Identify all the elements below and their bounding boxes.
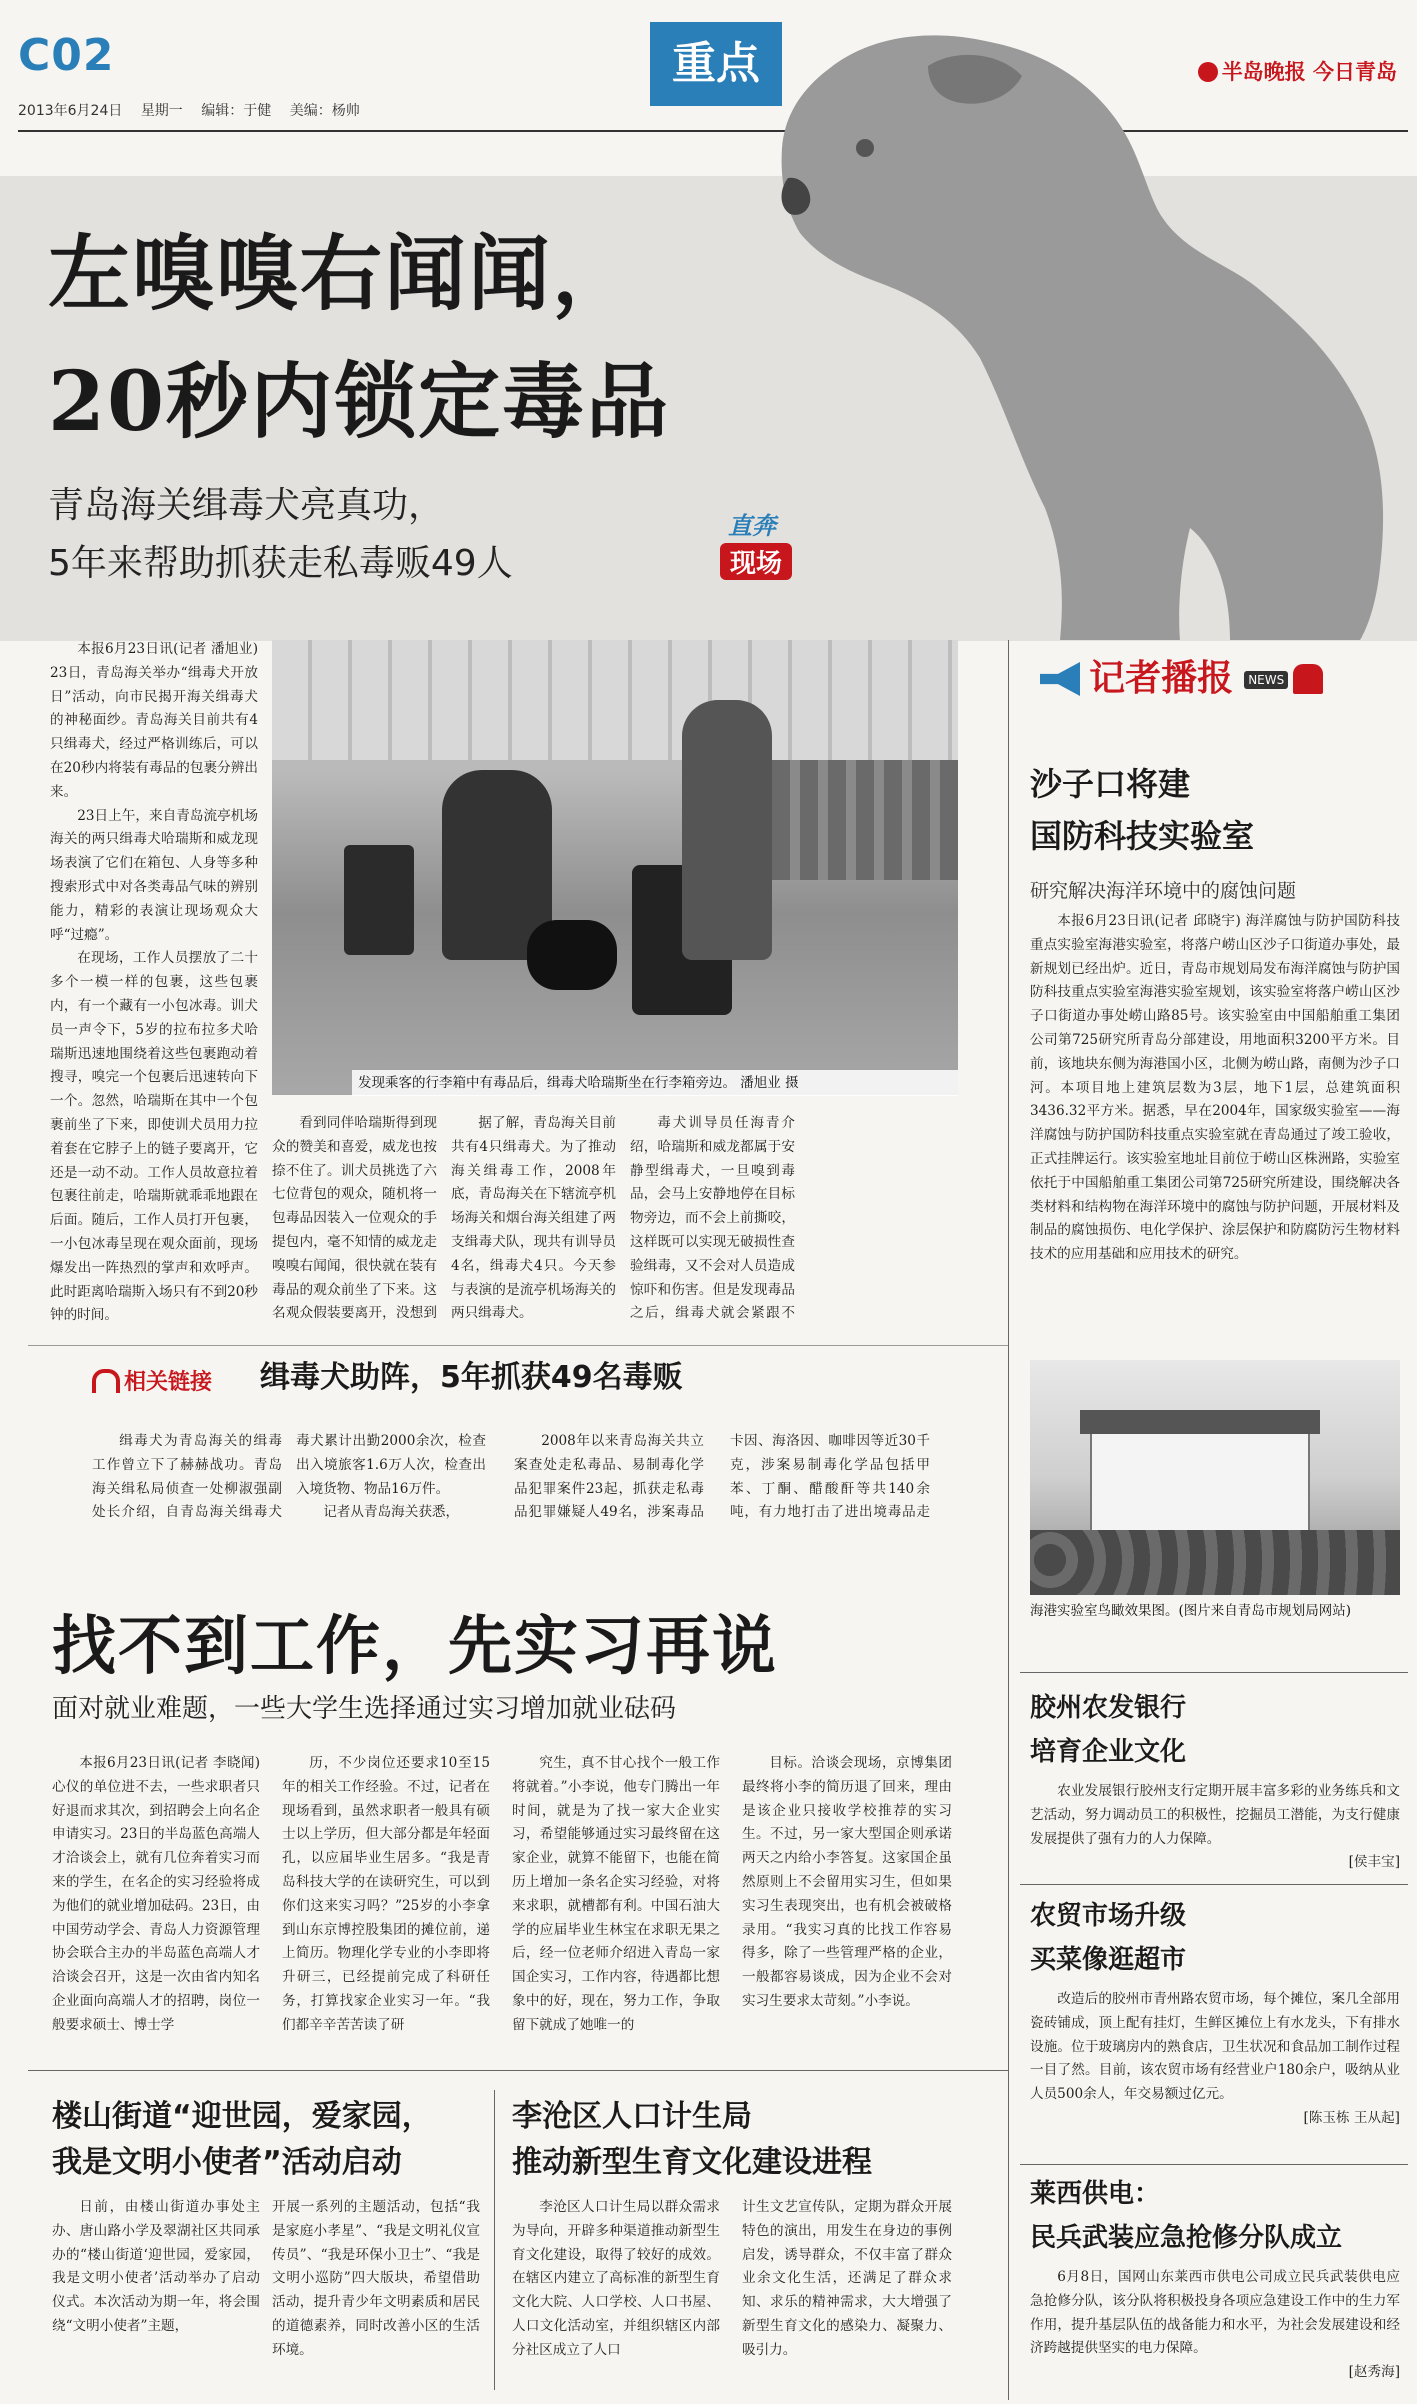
related-col1: 缉毒犬为青岛海关的缉毒工作曾立下了赫赫战功。青岛海关缉私局侦查一处柳淑强副处长介绍，自青岛海关缉毒犬 [92, 1433, 282, 1520]
hero-subtitle: 青岛海关缉毒犬亮真功， 5年来帮助抓获走私毒贩49人 [48, 485, 513, 584]
job-subtitle: 面对就业难题，一些大学生选择通过实习增加就业砝码 [52, 1694, 677, 1724]
link-icon [92, 1369, 120, 1393]
sidebar-header: 记者播报 $^{NEWS}$ [1040, 650, 1370, 720]
main-photo-caption: 发现乘客的行李箱中有毒品后，缉毒犬哈瑞斯坐在行李箱旁边。 潘旭业 摄 [352, 1070, 958, 1096]
sidebar-story4-text: 6月8日，国网山东莱西市供电公司成立民兵武装供电应急抢修分队，该分队将积极投身各项应急建设工作中的生力军作用，提升基层队伍的战备能力和水平，为社会发展建设和经济跨越提供坚实的电力保障。 [赵秀海] [1030, 2269, 1400, 2381]
sidebar-story2-title: 胶州农发银行 培育企业文化 [1030, 1693, 1187, 1767]
page-code: C02 [18, 30, 115, 81]
main-photo [272, 640, 958, 1095]
main-story-col4: 毒犬训导员任海青介绍，哈瑞斯和威龙都属于安静型缉毒犬，一旦嗅到毒品，会马上安静地停在目标物旁边，而不会上前撕咬，这样既可以实现无破损性查验缉毒，又不会对人员造成惊吓和伤害。但是发现毒品之后，缉毒犬就会紧跟不 [630, 1115, 795, 1322]
page-date: 2013年6月24日 [18, 103, 123, 119]
mailbox-icon [1293, 664, 1323, 694]
sidebar-story1-text: 本报6月23日讯(记者 邱晓宇) 海洋腐蚀与防护国防科技重点实验室海港实验室，将落户崂山区沙子口街道办事处，最新规划已经出炉。近日，青岛市规划局发布海洋腐蚀与防护国防科技重点实验室海港实验室规划，该实验室将落户崂山区沙子口街道办事处崂山路85号。该实验室由中国船舶重工集团公司第725研究所青岛分部建设，用地面积3200平方米。目前，该地块东侧为海港国小区，北侧为崂山路，南侧为沙子口河。本项目地上建筑层数为3层，地下1层，总建筑面积3436.32平方米。据悉，早在2004年，国家级实验室——海洋腐蚀与防护国防科技重点实验室就在青岛通过了竣工验收，正式挂牌运行。该实验室地址目前位于崂山区株洲路，实验室依托于中国船舶重工集团公司第725研究所建设，围绕解决各类材料和结构物在海洋环境中的腐蚀与防护问题，开展材料及制品的腐蚀损伤、电化学保护、涂层保护和防腐防污生物材料技术的应用基础和应用技术的研究。 [1030, 913, 1400, 1263]
sidebar-story4-title: 莱西供电： 民兵武装应急抢修分队成立 [1030, 2179, 1343, 2253]
sidebar-story2-text: 农业发展银行胶州支行定期开展丰富多彩的业务练兵和文艺活动，努力调动员工的积极性，挖掘员工潜能，为支行健康发展提供了强有力的人力保障。 [侯丰宝] [1030, 1783, 1400, 1871]
sidebar-story3-text: 改造后的胶州市青州路农贸市场，每个摊位，案几全部用瓷砖铺成，顶上配有挂灯，生鲜区摊位上有水龙头，下有排水设施。位于玻璃房内的熟食店，卫生状况和食品加工制作过程一目了然。目前，该农贸市场有经营业户180余户，吸纳从业人员500余人，年交易额过亿元。 [陈玉栋 王从起] [1030, 1991, 1400, 2126]
megaphone-icon [1040, 662, 1080, 696]
lab-trees [1030, 1530, 1400, 1595]
bottom-mid-col2: 计生文艺宣传队，定期为群众开展特色的演出，用发生在身边的事例启发，诱导群众，不仅丰富了群众业余文化生活，还满足了群众求知、求乐的精神需求，大大增强了新型生育文化的感染力、凝聚力、吸引力。 [742, 2199, 952, 2358]
live-badge: 直奔 现场 [720, 506, 860, 588]
sidebar-story1-title: 沙子口将建 国防科技实验室 [1030, 765, 1255, 855]
related-title: 缉毒犬助阵，5年抓获49名毒贩 [260, 1360, 683, 1395]
photo-crowd [772, 760, 958, 880]
page-meta [18, 100, 374, 120]
page-weekday: 星期一 [140, 103, 183, 119]
main-story-col1: 本报6月23日讯(记者 潘旭业) 23日，青岛海关举办“缉毒犬开放日”活动，向市民揭开海关缉毒犬的神秘面纱。青岛海关目前共有4只缉毒犬，经过严格训练后，可以在20秒内将装有毒品的包裹分辨出来。 23日上午，来自青岛流亭机场海关的两只缉毒犬哈瑞斯和威龙现场表演了它们在箱包、人身等多种搜索形式中对各类毒品气味的辨别能力，精彩的表演让现场观众大呼“过瘾”。 在现场，工作人员摆放了二十多个一模一样的包裹，这些包裹内，有一个藏有一小包冰毒。训犬员一声令下，5岁的拉布拉多犬哈瑞斯迅速地围绕着这些包裹跑动着搜寻，嗅完一个包裹后迅速转向下一个。忽然，哈瑞斯在其中一个包裹前坐了下来，即使训犬员用力拉着套在它脖子上的链子要离开，它还是一动不动。工作人员故意拉着包裹往前走，哈瑞斯就乖乖地跟在后面。随后，工作人员打开包裹，一小包冰毒呈现在观众面前，现场爆发出一阵热烈的掌声和欢呼声。此时距离哈瑞斯入场只有不到20秒钟的时间。 [50, 641, 258, 1324]
bottom-mid-title: 李沧区人口计生局 推动新型生育文化建设进程 [512, 2099, 872, 2180]
page-designer: 美编：杨帅 [289, 103, 360, 119]
bottom-divider [494, 2090, 495, 2390]
main-story-col2: 看到同伴哈瑞斯得到现众的赞美和喜爱，威龙也按捺不住了。训犬员挑选了六七位背包的观众，随机将一包毒品因装入一位观众的手提包内，毫不知情的威龙走嗅嗅右闻闻，很快就在装有毒品的观众前坐了下来。这名观众假装要离开，没想到 [272, 1115, 437, 1322]
job-col4: 目标。洽谈会现场，京博集团最终将小李的简历退了回来，理由是该企业只接收学校推荐的实习生。不过，另一家大型国企则承诺两天之内给小李答复。这家国企虽然原则上不会留用实习生，但如果实习生表现突出，也有机会被破格录用。“我实习真的比找工作容易得多，除了一些管理严格的企业，一般都容易谈成，因为企业不会对实习生要求太苛刻。”小李说。 [742, 1755, 952, 2009]
main-story-col3: 据了解，青岛海关目前共有4只缉毒犬。为了推动海关缉毒工作，2008年底，青岛海关在下辖流亭机场海关和烟台海关组建了两支缉毒犬队，现共有训导员4名，缉毒犬4只。今天参与表演的是流亭机场海关的两只缉毒犬。 [451, 1115, 616, 1322]
lab-rendering-photo [1030, 1360, 1400, 1595]
photo-dog [527, 920, 617, 990]
photo-suitcase-left [344, 845, 414, 955]
job-rule [28, 2070, 1008, 2071]
sidebar-story3-title: 农贸市场升级 买菜像逛超市 [1030, 1901, 1187, 1975]
related-link-tag: 相关链接 [92, 1365, 212, 1396]
sidebar-story1-subtitle: 研究解决海洋环境中的腐蚀问题 [1030, 880, 1297, 902]
lab-photo-caption: 海港实验室鸟瞰效果图。(图片来自青岛市规划局网站) [1030, 1603, 1352, 1619]
photo-man [682, 700, 772, 960]
job-col3: 究生，真不甘心找个一般工作将就着。”小李说，他专门腾出一年时间，就是为了找一家大企业实习，希望能够通过实习最终留在这家企业，就算不能留下，也能在简历上增加一条名企实习经验，对将来求职，就槽都有利。中国石油大学的应届毕业生林宝在求职无果之后，经一位老师介绍进入青岛一家国企实习，工作内容，待遇都比想象中的好，现在，努力工作，争取留下就成了她唯一的 [512, 1755, 720, 2033]
photo-ceiling [272, 640, 958, 760]
section-tab: 重点 [650, 22, 782, 106]
related-col4: 卡因、海洛因、咖啡因等近30千克，涉案易制毒化学品包括甲苯、丁酮、醋酸酐等共140余吨，有力地打击了进出境毒品走 [730, 1433, 930, 1520]
sidebar-rule [1008, 640, 1009, 2400]
newspaper-brand: 半岛晚报 今日青岛 [1198, 56, 1397, 86]
job-col2: 历，不少岗位还要求10至15年的相关工作经验。不过，记者在现场看到，虽然求职者一般具有硕士以上学历，但大部分都是年轻面孔，以应届毕业生居多。“我是青岛科技大学的在读研究生，可以到你们这来实习吗？”25岁的小李拿到山东京博控股集团的摊位前，递上简历。物理化学专业的小李即将升研三，已经提前完成了科研任务，打算找家企业实习一年。“我们都辛辛苦苦读了研 [282, 1755, 490, 2033]
bottom-left-col2: 开展一系列的主题活动，包括“我是家庭小孝星”、“我是文明礼仪宣传员”、“我是环保小卫士”、“我是文明小巡防”四大版块，希望借助活动，提升青少年文明素质和居民的道德素养，同时改善小区的生活环境。 [272, 2199, 480, 2358]
lab-roof [1080, 1410, 1320, 1434]
sidebar-sep1 [1020, 1672, 1408, 1673]
bottom-left-col1: 日前，由楼山街道办事处主办、唐山路小学及翠湖社区共同承办的“楼山街道‘迎世园，爱家园，我是文明小使者’活动举办了启动仪式。本次活动为期一年，将会围绕“文明小使者”主题， [52, 2199, 260, 2334]
page-editor: 编辑：于健 [201, 103, 272, 119]
bottom-left-title: 楼山街道“迎世园，爱家园， 我是文明小使者”活动启动 [52, 2099, 432, 2180]
hero-title: 左嗅嗅右闻闻， 20秒内锁定毒品 [48, 226, 671, 450]
job-title: 找不到工作，先实习再说 [52, 1609, 778, 1684]
lab-building [1090, 1430, 1310, 1540]
bottom-mid-col1: 李沧区人口计生局以群众需求为导向，开辟多种渠道推动新型生育文化建设，取得了较好的成效。在辖区内建立了高标准的新型生育文化大院、人口学校、人口书屋、人口文化活动室，并组织辖区内部分社区成立了人口 [512, 2199, 720, 2358]
sidebar-sep3 [1020, 2164, 1408, 2165]
related-col3: 2008年以来青岛海关共立案查处走私毒品、易制毒化学品犯罪案件23起，抓获走私毒品犯罪嫌疑人49名，涉案毒品 [514, 1433, 704, 1520]
related-col2: 毒犬累计出勤2000余次，检查出入境旅客1.6万人次，检查出入境货物、物品16万件。 记者从青岛海关获悉， [296, 1433, 486, 1520]
job-col1: 本报6月23日讯(记者 李晓闻) 心仪的单位进不去，一些求职者只好退而求其次，到招聘会上向名企申请实习。23日的半岛蓝色高端人才洽谈会上，就有几位奔着实习而来的学生，在名企的实习经验将成为他们的就业增加砝码。23日，由中国劳动学会、青岛人力资源管理协会联合主办的半岛蓝色高端人才洽谈会召开，这是一次由省内知名企业面向高端人才的招聘，岗位一般要求硕士、博士学 [52, 1755, 260, 2033]
sidebar-sep2 [1020, 1884, 1408, 1885]
